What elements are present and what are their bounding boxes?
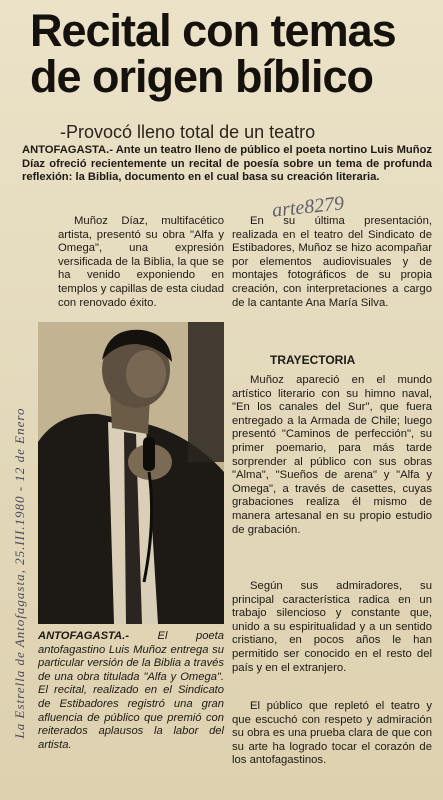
caption-text: El poeta antofagastino Luis Muñoz entrega su particular versión de la Biblia a través de una obra titulada "Alfa y Omega". El recital, realizado en el Sindicato de Estibadores registró una gran afluencia de público que premió con reiterados aplausos la labor del artista. (38, 630, 224, 751)
caption-place: ANTOFAGASTA.- (38, 630, 129, 642)
body-left-paragraph: Muñoz Díaz, multifacético artista, presentó su obra "Alfa y Omega", una expresión versificada de la Biblia, la que se ha venido exponiendo en templos y capillas de esta ciudad con renovado éxito. (58, 215, 224, 309)
headline: Recital con temas de origen bíblico (30, 5, 396, 102)
body-right-paragraph-3: Según sus admiradores, su principal característica radica en un trabajo silencioso y constante que, unido a su espiritualidad y a un sentido cristiano, en pocos años le han permitido ser conocido en el resto del país y en el extranjero. (232, 580, 432, 674)
body-right-paragraph-2: Muñoz apareció en el mundo artístico literario con su himno naval, "En los canales del Sur", que fuera entregado a la Armada de Chile; luego presentó "Caminos de perfección", su primer poemario, para más tarde sorprender al público con sus obras "Alma", "Sueños de arena" y "Alfa y Omega", a través de casettes, cuyas grabaciones realiza él mismo de manera artesanal en su propio estudio de grabación. (232, 374, 432, 536)
body-right-paragraph-1: En su última presentación, realizada en el teatro del Sindicato de Estibadores, Muñoz se hizo acompañar por elementos audiovisuales y de montajes fotográficos de su propia creación, con interpretaciones a cargo de la cantante Ana María Silva. (232, 215, 432, 309)
body-right-paragraph-4: El público que repletó el teatro y que escuchó con respeto y admiración su obra es una prueba clara de que con su arte ha logrado tocar el corazón de los antofagastinos. (232, 700, 432, 767)
side-annotation (5, 360, 35, 780)
photo-caption (38, 630, 224, 752)
side-annotation-text: La Estrella de Antofagasta, 25.III.1980 - 12 de Enero (12, 407, 27, 739)
handwritten-archive-number: arte8279 (270, 192, 346, 222)
subheadline: -Provocó lleno total de un teatro (60, 122, 316, 142)
poet-photo (38, 322, 224, 624)
lead-paragraph: ANTOFAGASTA.- Ante un teatro lleno de público el poeta nortino Luis Muñoz Díaz ofreció recientemente un recital de poesía sobre un tema de profunda reflexión: la Biblia, documento en el cual basa su creación literaria. (22, 144, 432, 184)
section-title: TRAYECTORIA (270, 353, 356, 367)
